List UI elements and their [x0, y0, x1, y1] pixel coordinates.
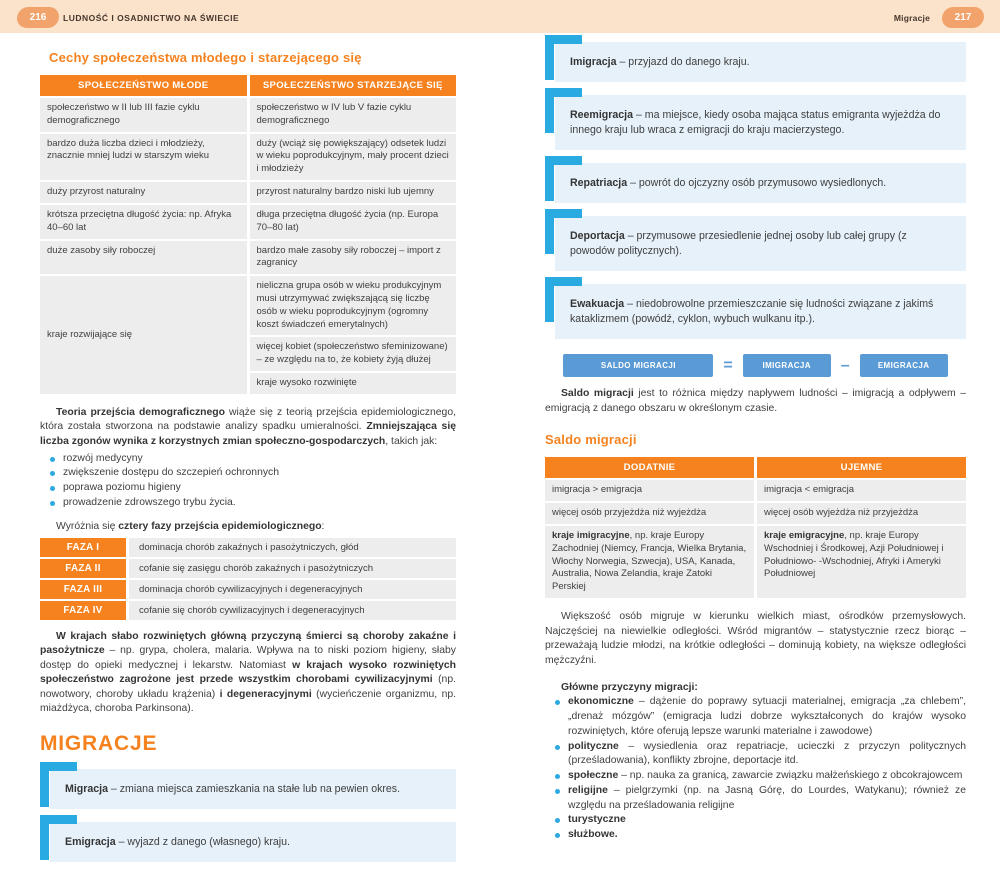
cause-term: polityczne [568, 740, 619, 752]
table-row [40, 205, 456, 239]
table-cell: więcej kobiet (społeczeństwo sfeminizowane) – ze względu na to, że kobiety żyją dłużej [250, 337, 457, 371]
cause-text: – dążenie do poprawy sytuacji materialnej, emigracja „za chlebem”, „drenaż mózgów” (emigracja ludzi dobrze wykształconych do krajów wysoko rozwiniętych, które oferują lepsze warunki materialne i zawodowe) [568, 696, 966, 737]
cause-term: społeczne [568, 770, 619, 782]
phase-row [40, 580, 456, 599]
table-cell: kraje emigracyjne, np. kraje Europy Wschodniej i Środkowej, Azji Południowej i Południowo- -Wschodniej, Afryki i Ameryki Południowej [757, 526, 966, 598]
definition-box-deportacja [555, 216, 966, 271]
table-cell-spanning: kraje rozwijające się [40, 276, 247, 394]
table-row [545, 480, 966, 501]
list-item: poprawa poziomu higieny [50, 481, 456, 496]
table-cell: bardzo duża liczba dzieci i młodzieży, znacznie mniej ludzi w starszym wieku [40, 134, 247, 180]
list-item: rozwój medycyny [50, 452, 456, 467]
definition-text: – niedobrowolne przemieszczanie się ludności związane z jakimś kataklizmem (powódź, cyklon, wybuch wulkanu itp.). [570, 298, 934, 326]
phase-row [40, 538, 456, 557]
table-cell: kraje wysoko rozwinięte [250, 373, 457, 394]
cause-term: religijne [568, 784, 608, 796]
cause-term: służbowe. [568, 829, 618, 841]
cause-text: – np. nauka za granicą, zawarcie związku małżeńskiego z obcokrajowcem [618, 770, 963, 782]
definition-box-repatriacja [555, 163, 966, 203]
definition-box-ewakuacja [555, 284, 966, 339]
definition-term: Repatriacja [570, 177, 628, 190]
table-cell: długa przeciętna długość życia (np. Europa 70–80 lat) [250, 205, 457, 239]
table-row [545, 526, 966, 598]
definition-term: Imigracja [570, 56, 617, 68]
definition-box-emigracja [50, 822, 456, 862]
diagram-box-emigracja: EMIGRACJA [860, 354, 948, 377]
diagram-box-saldo: SALDO MIGRACJI [563, 354, 713, 377]
list-item: prowadzenie zdrowszego trybu życia. [50, 496, 456, 511]
diagram-box-imigracja: IMIGRACJA [743, 354, 831, 377]
definition-text: – powrót do ojczyzny osób przymusowo wysiedlonych. [627, 177, 887, 190]
table-cell: duże zasoby siły roboczej [40, 241, 247, 275]
definition-text: – przyjazd do danego kraju. [616, 56, 750, 68]
phase-description: cofanie się zasięgu chorób zakaźnych i pasożytniczych [129, 559, 456, 578]
phase-row [40, 601, 456, 620]
table-header-aging: SPOŁECZEŃSTWO STARZEJĄCE SIĘ [250, 75, 457, 96]
page-right [545, 42, 966, 843]
table-cell: więcej osób wyjeżdża niż przyjeżdża [757, 503, 966, 524]
section-title-saldo: Saldo migracji [545, 432, 637, 448]
table-cell: kraje imigracyjne, np. kraje Europy Zachodniej (Niemcy, Francja, Wielka Brytania, Włochy Norwegia, Szwecja), USA, Kanada, Australia, Nowa Zelandia, kraje Zatoki Perskiej [545, 526, 754, 598]
definition-term: Migracja [65, 782, 108, 795]
phases-table [40, 538, 456, 620]
chapter-title-migracje: MIGRACJE [40, 731, 158, 755]
minus-sign: – [840, 356, 850, 374]
table-cell: duży przyrost naturalny [40, 182, 247, 203]
table-row [40, 134, 456, 180]
phase-label: FAZA I [40, 538, 126, 557]
phases-intro-line: Wyróżnia się cztery fazy przejścia epidemiologicznego: [56, 520, 325, 532]
table-row [40, 98, 456, 132]
definition-text: – zmiana miejsca zamieszkania na stałe lub na pewien okres. [107, 782, 401, 795]
cause-text: – pielgrzymki (np. na Jasną Górę, do Lourdes, Watykanu); również ze względu na prześladowania religijne [568, 784, 966, 811]
table-cell: imigracja < emigracja [757, 480, 966, 501]
balance-table [542, 455, 969, 600]
cause-text: – wysiedlenia oraz repatriacje, ucieczki z przyczyn politycznych (prześladowania), konflikty zbrojne, deportacje itd. [568, 740, 966, 767]
causes-title: Główne przyczyny migracji: [561, 682, 698, 694]
table-cell: imigracja > emigracja [545, 480, 754, 501]
definition-term: Emigracja [65, 835, 116, 848]
list-item [555, 740, 966, 770]
page-number-left: 216 [17, 7, 59, 28]
definition-text: – wyjazd z danego (własnego) kraju. [115, 835, 290, 848]
definition-box-migracja [50, 769, 456, 809]
page-left [40, 44, 456, 875]
page-header-bar [0, 0, 1000, 33]
bullet-list-changes [40, 452, 456, 511]
table-header-young: SPOŁECZEŃSTWO MŁODE [40, 75, 247, 96]
list-item: zwiększenie dostępu do szczepień ochronnych [50, 466, 456, 481]
table-cell: więcej osób przyjeżdża niż wyjeżdża [545, 503, 754, 524]
phase-label: FAZA III [40, 580, 126, 599]
paragraph-diseases: W krajach słabo rozwiniętych główną przyczyną śmierci są choroby zakaźne i pasożytnicze – np. grypa, cholera, malaria. Wpływa na to niski poziom higieny, słaby dostęp do opieki medycznej i lekarstw. Natomiast w krajach wysoko rozwiniętych społeczeństwo zagrożone jest przede wszystkim chorobami cywilizacyjnymi (np. nowotwory, choroby układu krążenia) i degeneracyjnymi (wycieńczenie organizmu, np. miażdżyca, choroba Parkinsona). [40, 630, 457, 715]
phase-description: cofanie się chorób cywilizacyjnych i degeneracyjnych [129, 601, 456, 620]
definition-term: Deportacja [570, 230, 625, 243]
list-item [555, 813, 966, 828]
phase-label: FAZA II [40, 559, 126, 578]
table-header-negative: UJEMNE [757, 457, 966, 478]
causes-list [545, 695, 966, 843]
paragraph-majority: Większość osób migruje w kierunku wielkich miast, ośrodków przemysłowych. Najczęściej na niewielkie odległości. Wśród migrantów – statystycznie rzecz biorąc – przeważają ludzie młodzi, na krótkie odległości – dominują kobiety, na większe odległości mężczyźni. [545, 611, 966, 666]
table-cell: krótsza przeciętna długość życia: np. Afryka 40–60 lat [40, 205, 247, 239]
section-title-society: Cechy społeczeństwa młodego i starzejącego się [49, 50, 362, 65]
cause-term: ekonomiczne [568, 696, 634, 708]
list-item [555, 828, 966, 843]
table-cell: duży (wciąż się powiększający) odsetek ludzi w wieku poprodukcyjnym, mały procent dzieci i młodzieży [250, 134, 457, 180]
definition-box-reemigracja [555, 95, 966, 150]
paragraph-demographic-theory: Teoria przejścia demograficznego wiąże się z teorią przejścia epidemiologicznego, która została stworzona na podstawie analizy spadku umieralności. Zmniejszająca się liczba zgonów wynika z korzystnych zmian społeczno-gospodarczych, takich jak: [40, 406, 457, 447]
definition-box-imigracja [555, 42, 966, 82]
table-cell: społeczeństwo w IV lub V fazie cyklu demograficznego [250, 98, 457, 132]
comparison-table [37, 73, 459, 396]
page-number-right: 217 [942, 7, 984, 28]
header-chapter-title: LUDNOŚĆ I OSADNICTWO NA ŚWIECIE [63, 13, 240, 23]
table-cell: bardzo małe zasoby siły roboczej – import z zagranicy [250, 241, 457, 275]
equals-sign: = [723, 356, 733, 374]
migration-balance-diagram [545, 354, 966, 377]
table-cell: społeczeństwo w II lub III fazie cyklu demograficznego [40, 98, 247, 132]
table-cell: nieliczna grupa osób w wieku produkcyjnym musi utrzymywać zwiększającą się liczbę osób w wieku poprodukcyjnym (ogromny koszt świadczeń emerytalnych) [250, 276, 457, 335]
list-item [555, 769, 966, 784]
phase-row [40, 559, 456, 578]
header-section-title: Migracje [893, 13, 930, 23]
table-row [40, 182, 456, 203]
phase-label: FAZA IV [40, 601, 126, 620]
table-row [545, 503, 966, 524]
paragraph-saldo-definition: Saldo migracji jest to różnica między napływem ludności – imigracją a odpływem – emigracją z danego obszaru w określonym czasie. [545, 388, 966, 414]
table-cell: przyrost naturalny bardzo niski lub ujemny [250, 182, 457, 203]
definition-term: Ewakuacja [570, 298, 625, 311]
list-item [555, 784, 966, 814]
definition-text: – przymusowe przesiedlenie jednej osoby lub całej grupy (z powodów politycznych). [570, 230, 907, 258]
phase-description: dominacja chorób zakaźnych i pasożytniczych, głód [129, 538, 456, 557]
table-row [40, 241, 456, 275]
definition-term: Reemigracja [570, 109, 634, 122]
list-item [555, 695, 966, 739]
table-header-positive: DODATNIE [545, 457, 754, 478]
cause-term: turystyczne [568, 814, 626, 826]
definition-text: – ma miejsce, kiedy osoba mająca status emigranta wyjeżdża do innego kraju lub wraca z emigracji do kraju macierzystego. [570, 109, 941, 137]
phase-description: dominacja chorób cywilizacyjnych i degeneracyjnych [129, 580, 456, 599]
table-row [40, 276, 456, 335]
